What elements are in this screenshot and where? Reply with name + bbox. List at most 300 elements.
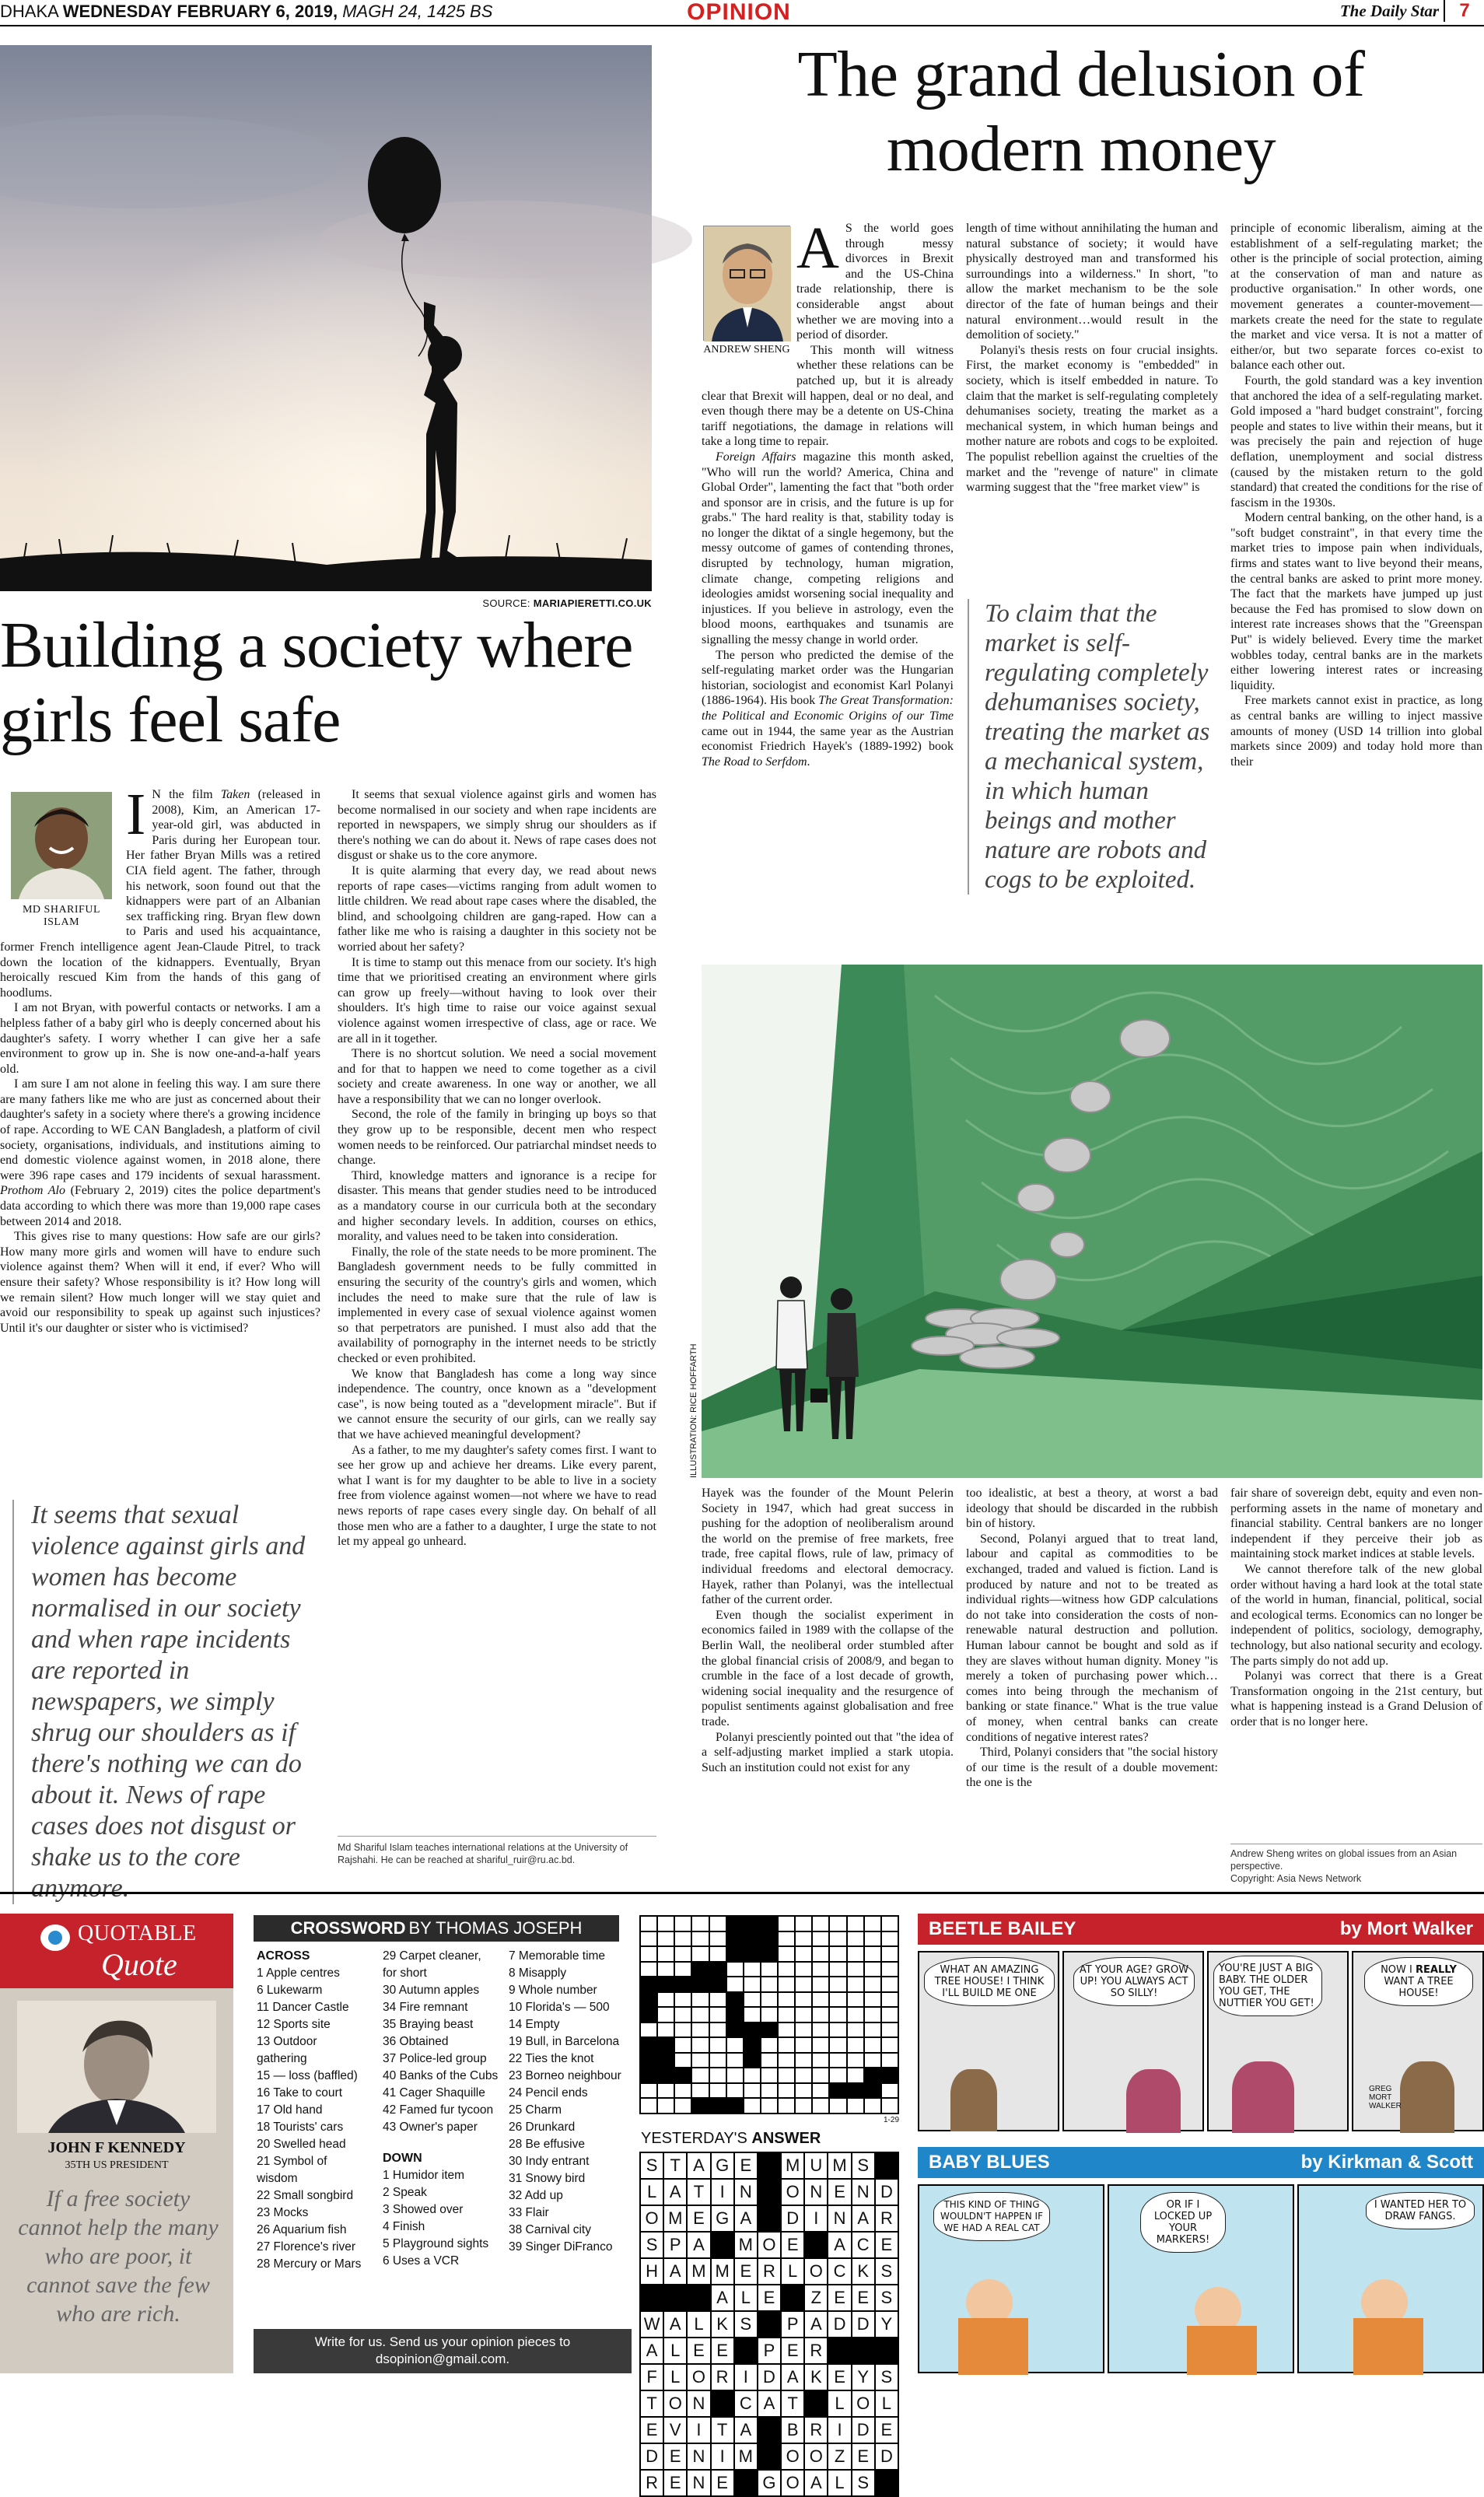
illustration-credit: ILLUSTRATION: RICE HOFFARTH: [689, 1343, 698, 1478]
answer-cell: D: [852, 2311, 875, 2338]
grid-cell[interactable]: [829, 2068, 846, 2083]
grid-cell[interactable]: [674, 1977, 691, 1992]
grid-cell[interactable]: [657, 1946, 674, 1962]
grid-cell[interactable]: [674, 2037, 691, 2053]
left-headline: Building a society where girls feel safe: [0, 609, 633, 756]
grid-cell[interactable]: [657, 2037, 674, 2053]
grid-cell[interactable]: [674, 2068, 691, 2083]
answer-cell: R: [804, 2338, 828, 2364]
grid-cell[interactable]: [744, 1931, 761, 1947]
grid-cell[interactable]: [640, 2098, 657, 2114]
grid-cell[interactable]: [864, 1931, 881, 1947]
grid-cell[interactable]: [761, 1977, 778, 1992]
grid-cell[interactable]: [691, 1977, 709, 1992]
answer-cell: E: [781, 2232, 804, 2258]
grid-cell[interactable]: [674, 2007, 691, 2022]
answer-cell: P: [663, 2232, 687, 2258]
grid-cell[interactable]: [812, 1916, 829, 1931]
grid-cell[interactable]: [829, 2022, 846, 2038]
grid-cell[interactable]: [726, 1992, 744, 2008]
dropcap-a: A: [796, 215, 839, 281]
grid-cell[interactable]: [674, 2053, 691, 2068]
answer-cell: [758, 2205, 781, 2232]
grid-cell[interactable]: [726, 2022, 744, 2038]
answer-cell: D: [875, 2179, 898, 2205]
grid-cell[interactable]: [726, 2098, 744, 2114]
grid-cell[interactable]: [881, 1931, 898, 1947]
grid-cell[interactable]: [881, 2037, 898, 2053]
grid-cell[interactable]: [691, 1992, 709, 2008]
grid-cell[interactable]: [847, 1931, 864, 1947]
grid-cell[interactable]: [744, 2007, 761, 2022]
crossword-clue: 28 Mercury or Mars: [257, 2257, 362, 2271]
baby-panel-3: I WANTED HER TO DRAW FANGS.: [1297, 2184, 1484, 2373]
answer-cell: I: [828, 2417, 851, 2443]
grid-cell[interactable]: [778, 2098, 795, 2114]
crossword-clue: 26 Aquarium fish: [257, 2223, 347, 2236]
grid-cell[interactable]: [726, 1977, 744, 1992]
answer-cell: K: [804, 2364, 828, 2390]
grid-cell[interactable]: [812, 1962, 829, 1977]
grid-cell[interactable]: [726, 2007, 744, 2022]
crossword-clue: 31 Snowy bird: [509, 2172, 586, 2185]
crossword-title-bar: CROSSWORD BY THOMAS JOSEPH: [254, 1915, 619, 1942]
balloon-girl-photo: [0, 45, 652, 591]
grid-cell[interactable]: [691, 2022, 709, 2038]
grid-cell[interactable]: [864, 2037, 881, 2053]
grid-cell[interactable]: [778, 2007, 795, 2022]
answer-cell: M: [734, 2443, 758, 2470]
grid-cell[interactable]: [864, 2053, 881, 2068]
answer-cell: M: [687, 2258, 710, 2285]
grid-cell[interactable]: [726, 1931, 744, 1947]
grid-cell[interactable]: [864, 2022, 881, 2038]
grid-cell[interactable]: [761, 2098, 778, 2114]
left-pull-quote: It seems that sexual violence against girls and women has become normalised in our society and when rape incidents are reported in newspapers, we simply shrug our shoulders as if there's nothing we can do about it. News of rape cases does not disgust or shake us to the core anymore.: [12, 1500, 320, 1904]
grid-cell[interactable]: [744, 1962, 761, 1977]
answer-cell: E: [734, 2258, 758, 2285]
grid-cell[interactable]: [864, 1992, 881, 2008]
grid-cell[interactable]: [829, 2007, 846, 2022]
grid-cell[interactable]: [864, 1977, 881, 1992]
grid-cell[interactable]: [881, 1992, 898, 2008]
grid-cell[interactable]: [657, 1977, 674, 1992]
grid-cell[interactable]: [881, 1916, 898, 1931]
grid-cell[interactable]: [640, 1946, 657, 1962]
grid-cell[interactable]: [726, 2068, 744, 2083]
crossword-clue: 29 Carpet cleaner,: [383, 1949, 481, 1963]
answer-cell: N: [687, 2443, 710, 2470]
grid-cell[interactable]: [881, 2022, 898, 2038]
grid-cell[interactable]: [709, 2037, 726, 2053]
grid-cell[interactable]: [864, 1946, 881, 1962]
crossword-clue: 11 Dancer Castle: [257, 2001, 349, 2014]
grid-cell[interactable]: [881, 1962, 898, 1977]
grid-cell[interactable]: [674, 1946, 691, 1962]
grid-cell[interactable]: [640, 1962, 657, 1977]
grid-cell[interactable]: [778, 2037, 795, 2053]
grid-cell[interactable]: [847, 2053, 864, 2068]
grid-cell[interactable]: [640, 2037, 657, 2053]
grid-cell[interactable]: [864, 2083, 881, 2099]
beetle-panel-2: AT YOUR AGE? GROW UP! YOU ALWAYS ACT SO SILLY!: [1062, 1951, 1204, 2131]
grid-cell[interactable]: [761, 1946, 778, 1962]
answer-cell: R: [711, 2364, 734, 2390]
grid-cell[interactable]: [709, 2007, 726, 2022]
grid-cell[interactable]: [691, 2053, 709, 2068]
answer-cell: Z: [828, 2443, 851, 2470]
grid-cell[interactable]: [761, 1916, 778, 1931]
grid-cell[interactable]: [881, 2053, 898, 2068]
grid-cell[interactable]: [709, 1916, 726, 1931]
grid-cell[interactable]: [657, 2083, 674, 2099]
photo-source: SOURCE: MARIAPIERETTI.CO.UK: [482, 597, 652, 609]
crossword-clue: gathering: [257, 2052, 307, 2065]
grid-cell[interactable]: [744, 2053, 761, 2068]
grid-cell[interactable]: [864, 2068, 881, 2083]
answer-cell: A: [758, 2390, 781, 2417]
grid-cell[interactable]: [657, 1992, 674, 2008]
grid-cell[interactable]: [829, 1977, 846, 1992]
grid-cell[interactable]: [657, 1962, 674, 1977]
crossword-clues-col-1: ACROSS 1 Apple centres 6 Lukewarm 11 Dancer Castle 12 Sports site 13 Outdoor gathering 15 — loss (baffled) 16 Take to court 17 Old hand 18 Tourists' cars 20 Swelled head 21 Symbol of wisdom 22 Small songbird 23 Mocks 26 Aquarium fish 27 Florence's river 28 Mercury or Mars: [257, 1948, 373, 2273]
grid-cell[interactable]: [761, 2007, 778, 2022]
answer-cell: E: [852, 2443, 875, 2470]
answer-cell: A: [804, 2311, 828, 2338]
grid-cell[interactable]: [691, 1946, 709, 1962]
grid-cell[interactable]: [881, 2007, 898, 2022]
grid-cell[interactable]: [881, 1977, 898, 1992]
crossword-clue: 41 Cager Shaquille: [383, 2086, 485, 2100]
grid-cell[interactable]: [761, 1962, 778, 1977]
grid-cell[interactable]: [709, 1962, 726, 1977]
crossword-clue: 1 Apple centres: [257, 1966, 340, 1980]
grid-cell[interactable]: [744, 1977, 761, 1992]
grid-cell[interactable]: [691, 2068, 709, 2083]
grid-cell[interactable]: [691, 1962, 709, 1977]
grid-cell[interactable]: [726, 2053, 744, 2068]
grid-cell[interactable]: [829, 1946, 846, 1962]
grid-cell[interactable]: [812, 2007, 829, 2022]
answer-cell: W: [640, 2311, 663, 2338]
answer-cell: K: [711, 2311, 734, 2338]
grid-cell[interactable]: [761, 2068, 778, 2083]
grid-cell[interactable]: [795, 1962, 812, 1977]
grid-cell[interactable]: [709, 2068, 726, 2083]
grid-cell[interactable]: [640, 2053, 657, 2068]
answer-cell: H: [640, 2258, 663, 2285]
crossword-clue: wisdom: [257, 2172, 298, 2185]
grid-cell[interactable]: [744, 2068, 761, 2083]
grid-cell[interactable]: [744, 1946, 761, 1962]
grid-cell[interactable]: [744, 2098, 761, 2114]
grid-cell[interactable]: [657, 2022, 674, 2038]
grid-cell[interactable]: [744, 1992, 761, 2008]
grid-cell[interactable]: [709, 2098, 726, 2114]
grid-cell[interactable]: [761, 2037, 778, 2053]
answer-cell: M: [828, 2152, 851, 2179]
crossword-clue: 42 Famed fur tycoon: [383, 2103, 494, 2117]
grid-cell[interactable]: [812, 2098, 829, 2114]
grid-cell[interactable]: [726, 1916, 744, 1931]
crossword-clue: 40 Banks of the Cubs: [383, 2069, 499, 2082]
grid-cell[interactable]: [829, 1962, 846, 1977]
grid-cell[interactable]: [795, 1916, 812, 1931]
beetle-panel-4: NOW I REALLY WANT A TREE HOUSE! GREG MORT WALKER: [1352, 1951, 1484, 2131]
answer-cell: A: [781, 2364, 804, 2390]
answer-cell: O: [804, 2443, 828, 2470]
quotable-quote-box: [0, 1914, 233, 2373]
grid-cell[interactable]: [847, 2022, 864, 2038]
grid-cell[interactable]: [829, 2083, 846, 2099]
grid-cell[interactable]: [657, 2068, 674, 2083]
answer-cell: A: [663, 2258, 687, 2285]
grid-cell[interactable]: [640, 2007, 657, 2022]
grid-cell[interactable]: [674, 1916, 691, 1931]
answer-cell: P: [781, 2311, 804, 2338]
grid-cell[interactable]: [640, 2022, 657, 2038]
grid-cell[interactable]: [691, 2098, 709, 2114]
grid-cell[interactable]: [761, 2053, 778, 2068]
answer-cell: T: [640, 2390, 663, 2417]
crossword-clues-col-2: 29 Carpet cleaner, for short 30 Autumn apples 34 Fire remnant 35 Braying beast 36 Obtained 37 Police-led group 40 Banks of the Cubs 41 Cager Shaquille 42 Famed fur tycoon 43 Owner's paper DOWN 1 Humidor item 2 Speak 3 Showed over 4 Finish 5 Playground sights 6 Uses a VCR: [383, 1948, 499, 2270]
right-author-bio: Andrew Sheng writes on global issues from an Asian perspective. Copyright: Asia News Network: [1230, 1844, 1482, 1885]
grid-cell[interactable]: [709, 2022, 726, 2038]
answer-cell: [734, 2470, 758, 2496]
answer-cell: [804, 2390, 828, 2417]
crossword-clue: 22 Ties the knot: [509, 2052, 594, 2065]
grid-cell[interactable]: [812, 2053, 829, 2068]
grid-cell[interactable]: [812, 1931, 829, 1947]
crossword-clue: 26 Drunkard: [509, 2121, 576, 2134]
left-article-column-2: It seems that sexual violence against girls and women has become normalised in our society and when rape incidents are reported in newspapers, we simply shrug our shoulders as if there's nothing we can do about it. News of rape cases does not disgust or shake us to the core anymore. It is quite alarming that every day, we read about news reports of rape cases—victims ranging from adult women to little children. We read about rape cases where the disabled, the blind, and schoolgoing children are gang-raped. How can a father like me who is raising a daughter in this society not be worried about her safety? It is time to stamp out this menace from our society. It's high time that we prioritised creating an environment where girls can grow up freely—without having to look over their shoulders. It's high time to raise our voice against sexual violence against women irrespective of class, age or race. We are all in it together. There is no shortcut solution. We need a social movement and for that to happen we need to come together as a civil society and create awareness. In one way or another, we all have a responsibility that we can no longer overlook. Second, the role of the family in bringing up boys so that they grow up to be responsible, decent men who respect women needs to be reinforced. Our patriarchal mindset needs to change. Third, knowledge matters and ignorance is a recipe for disaster. This means that gender studies need to be introduced as a mandatory course in our curricula both at the secondary and higher secondary levels. In addition, courses on ethics, morality, and values need to be taken into consideration. Finally, the role of the state needs to be more prominent. The Bangladesh government needs to be fully committed in ensuring the security of the country's girls and women, which includes the need to make sure that the rule of law is implemented in every case of sexual violence against women so that perpetrators are punished. I must also add that the availability of pornography in the internet needs to be strictly checked or even prohibited. We know that Bangladesh has come a long way since independence. The country, once known as a "development case", is now being touted as a "development miracle". But if we cannot ensure the security of our girls, can we really say that we have achieved meaningful development? As a father, to me my daughter's safety comes first. I want to see her grow up and achieve her dreams. Like every parent, what I want is for my daughter to be able to live in a society free from violence against women—not where we have to read news reports of rape cases every single day. On behalf of all those men who are a father to a daughter, I urge the state to not let my appeal go unheard.: [338, 788, 656, 1549]
crossword-clue: 4 Finish: [383, 2220, 425, 2233]
grid-cell[interactable]: [744, 2083, 761, 2099]
grid-cell[interactable]: [691, 2007, 709, 2022]
answer-cell: L: [687, 2311, 710, 2338]
beetle-bailey-strip: [918, 1914, 1484, 2131]
answer-cell: M: [734, 2232, 758, 2258]
grid-cell[interactable]: [812, 2037, 829, 2053]
grid-cell[interactable]: [744, 1916, 761, 1931]
answer-cell: N: [687, 2390, 710, 2417]
grid-cell[interactable]: [744, 2037, 761, 2053]
answer-cell: L: [734, 2285, 758, 2311]
answer-cell: A: [711, 2285, 734, 2311]
answer-cell: C: [734, 2390, 758, 2417]
crossword-clue: 21 Symbol of: [257, 2155, 327, 2168]
grid-cell[interactable]: [640, 1916, 657, 1931]
answer-cell: O: [687, 2364, 710, 2390]
grid-cell[interactable]: [691, 2037, 709, 2053]
grid-cell[interactable]: [709, 1992, 726, 2008]
grid-cell[interactable]: [864, 2098, 881, 2114]
grid-cell[interactable]: [709, 1977, 726, 1992]
grid-cell[interactable]: [795, 2053, 812, 2068]
right-article-column-5: too idealistic, at best a theory, at worst a bad ideology that should be discarded in the rubbish bin of history. Second, Polanyi argued that to treat land, labour and capital as commodities to be exchanged, traded and valued is fiction. Land is produced by nature and not to be treated as individual rights—witness how GDP calculations do not take into consideration the costs of non-renewable natural destruction and pollution. Human labour cannot be bought and sold as if they are slaves without human dignity. Money "is merely a token of purchasing power which…comes into being through the mechanism of banking or state finance." What is the true value of money, when central banks can create conditions of negative interest rates? Third, Polanyi considers that "the social history of our time is the result of a double movement: the one is the: [966, 1487, 1218, 1790]
grid-cell[interactable]: [847, 1916, 864, 1931]
answer-cell: O: [804, 2258, 828, 2285]
answer-cell: [875, 2470, 898, 2496]
grid-cell[interactable]: [812, 2022, 829, 2038]
quote-role: 35TH US PRESIDENT: [65, 2159, 169, 2171]
grid-cell[interactable]: [778, 1992, 795, 2008]
grid-cell[interactable]: [812, 2068, 829, 2083]
grid-cell[interactable]: [674, 1992, 691, 2008]
crossword-clue: 43 Owner's paper: [383, 2121, 478, 2134]
grid-cell[interactable]: [864, 1916, 881, 1931]
grid-cell[interactable]: [847, 2007, 864, 2022]
grid-cell[interactable]: [778, 2068, 795, 2083]
grid-cell[interactable]: [674, 2098, 691, 2114]
grid-cell[interactable]: [709, 2053, 726, 2068]
grid-cell[interactable]: [778, 2083, 795, 2099]
grid-cell[interactable]: [640, 2068, 657, 2083]
answer-cell: A: [734, 2205, 758, 2232]
grid-cell[interactable]: [640, 1977, 657, 1992]
answer-cell: [758, 2179, 781, 2205]
crossword-clue: 23 Borneo neighbour: [509, 2069, 621, 2082]
answer-cell: E: [734, 2152, 758, 2179]
answer-cell: E: [711, 2338, 734, 2364]
grid-cell[interactable]: [795, 2022, 812, 2038]
grid-cell[interactable]: [726, 1962, 744, 1977]
crossword-clue: 6 Uses a VCR: [383, 2254, 460, 2268]
answer-cell: [804, 2232, 828, 2258]
money-illustration: [702, 965, 1482, 1478]
grid-cell[interactable]: [657, 2007, 674, 2022]
grid-cell[interactable]: [761, 2083, 778, 2099]
grid-cell[interactable]: [657, 2098, 674, 2114]
grid-cell[interactable]: [709, 1931, 726, 1947]
grid-cell[interactable]: [847, 2083, 864, 2099]
grid-cell[interactable]: [847, 1962, 864, 1977]
grid-cell[interactable]: [761, 1992, 778, 2008]
grid-cell[interactable]: [881, 2068, 898, 2083]
grid-cell[interactable]: [881, 2083, 898, 2099]
answer-cell: A: [734, 2417, 758, 2443]
grid-cell[interactable]: [812, 2083, 829, 2099]
answer-cell: L: [781, 2258, 804, 2285]
grid-cell[interactable]: [812, 1977, 829, 1992]
grid-cell[interactable]: [795, 1992, 812, 2008]
grid-cell[interactable]: [674, 1931, 691, 1947]
grid-cell[interactable]: [744, 2022, 761, 2038]
answer-cell: E: [875, 2417, 898, 2443]
crossword-clue: 18 Tourists' cars: [257, 2121, 344, 2134]
grid-cell[interactable]: [691, 2083, 709, 2099]
grid-cell[interactable]: [657, 1931, 674, 1947]
grid-cell[interactable]: [761, 1931, 778, 1947]
grid-cell[interactable]: [795, 2037, 812, 2053]
answer-cell: I: [711, 2443, 734, 2470]
answer-cell: L: [640, 2179, 663, 2205]
grid-cell[interactable]: [829, 2098, 846, 2114]
grid-cell[interactable]: [657, 2053, 674, 2068]
answer-cell: O: [640, 2205, 663, 2232]
grid-cell[interactable]: [812, 1992, 829, 2008]
grid-cell[interactable]: [778, 2022, 795, 2038]
grid-cell[interactable]: [812, 1946, 829, 1962]
grid-cell[interactable]: [795, 2068, 812, 2083]
grid-cell[interactable]: [657, 1916, 674, 1931]
crossword-clue: 9 Whole number: [509, 1984, 597, 1997]
bottom-divider: [0, 1892, 1484, 1894]
grid-cell[interactable]: [847, 2068, 864, 2083]
page-number: 7: [1444, 0, 1484, 22]
grid-cell[interactable]: [778, 1977, 795, 1992]
answer-cell: I: [687, 2417, 710, 2443]
answer-cell: N: [804, 2179, 828, 2205]
answer-cell: G: [758, 2470, 781, 2496]
grid-cell[interactable]: [795, 2007, 812, 2022]
grid-cell[interactable]: [881, 2098, 898, 2114]
answer-cell: I: [734, 2364, 758, 2390]
grid-cell[interactable]: [709, 1946, 726, 1962]
grid-cell[interactable]: [847, 2037, 864, 2053]
grid-cell[interactable]: [829, 1931, 846, 1947]
grid-cell[interactable]: [847, 1977, 864, 1992]
crossword-clue: 2 Speak: [383, 2186, 427, 2199]
grid-cell[interactable]: [829, 1992, 846, 2008]
grid-cell[interactable]: [726, 2037, 744, 2053]
crossword-clue: 10 Florida's — 500: [509, 2001, 610, 2014]
grid-cell[interactable]: [674, 2083, 691, 2099]
grid-cell[interactable]: [778, 1946, 795, 1962]
grid-cell[interactable]: [691, 1916, 709, 1931]
grid-cell[interactable]: [761, 2022, 778, 2038]
grid-cell[interactable]: [778, 1931, 795, 1947]
grid-cell[interactable]: [847, 2098, 864, 2114]
answer-cell: [711, 2232, 734, 2258]
answer-cell: E: [640, 2417, 663, 2443]
answer-cell: [640, 2285, 663, 2311]
grid-cell[interactable]: [864, 1962, 881, 1977]
answer-cell: C: [852, 2232, 875, 2258]
grid-cell[interactable]: [778, 1962, 795, 1977]
grid-cell[interactable]: [795, 2083, 812, 2099]
grid-cell[interactable]: [726, 2083, 744, 2099]
grid-cell[interactable]: [795, 1946, 812, 1962]
grid-cell[interactable]: [829, 2037, 846, 2053]
grid-cell[interactable]: [640, 1992, 657, 2008]
grid-cell[interactable]: [795, 1931, 812, 1947]
answer-cell: V: [663, 2417, 687, 2443]
grid-cell[interactable]: [674, 2022, 691, 2038]
grid-cell[interactable]: [829, 1916, 846, 1931]
crossword-clue: 6 Lukewarm: [257, 1984, 323, 1997]
grid-cell[interactable]: [795, 1977, 812, 1992]
grid-cell[interactable]: [778, 2053, 795, 2068]
answer-cell: O: [781, 2179, 804, 2205]
grid-cell[interactable]: [778, 1916, 795, 1931]
grid-cell[interactable]: [881, 1946, 898, 1962]
grid-cell[interactable]: [847, 1946, 864, 1962]
grid-cell[interactable]: [864, 2007, 881, 2022]
grid-cell[interactable]: [795, 2098, 812, 2114]
grid-cell[interactable]: [640, 2083, 657, 2099]
answer-cell: E: [828, 2364, 851, 2390]
grid-cell[interactable]: [726, 1946, 744, 1962]
grid-cell[interactable]: [674, 1962, 691, 1977]
grid-cell[interactable]: [691, 1931, 709, 1947]
grid-cell[interactable]: [829, 2053, 846, 2068]
grid-cell[interactable]: [847, 1992, 864, 2008]
grid-cell[interactable]: [640, 1931, 657, 1947]
beetle-signature: GREG MORT WALKER: [1369, 2085, 1402, 2110]
grid-cell[interactable]: [709, 2083, 726, 2099]
answer-cell: [758, 2417, 781, 2443]
